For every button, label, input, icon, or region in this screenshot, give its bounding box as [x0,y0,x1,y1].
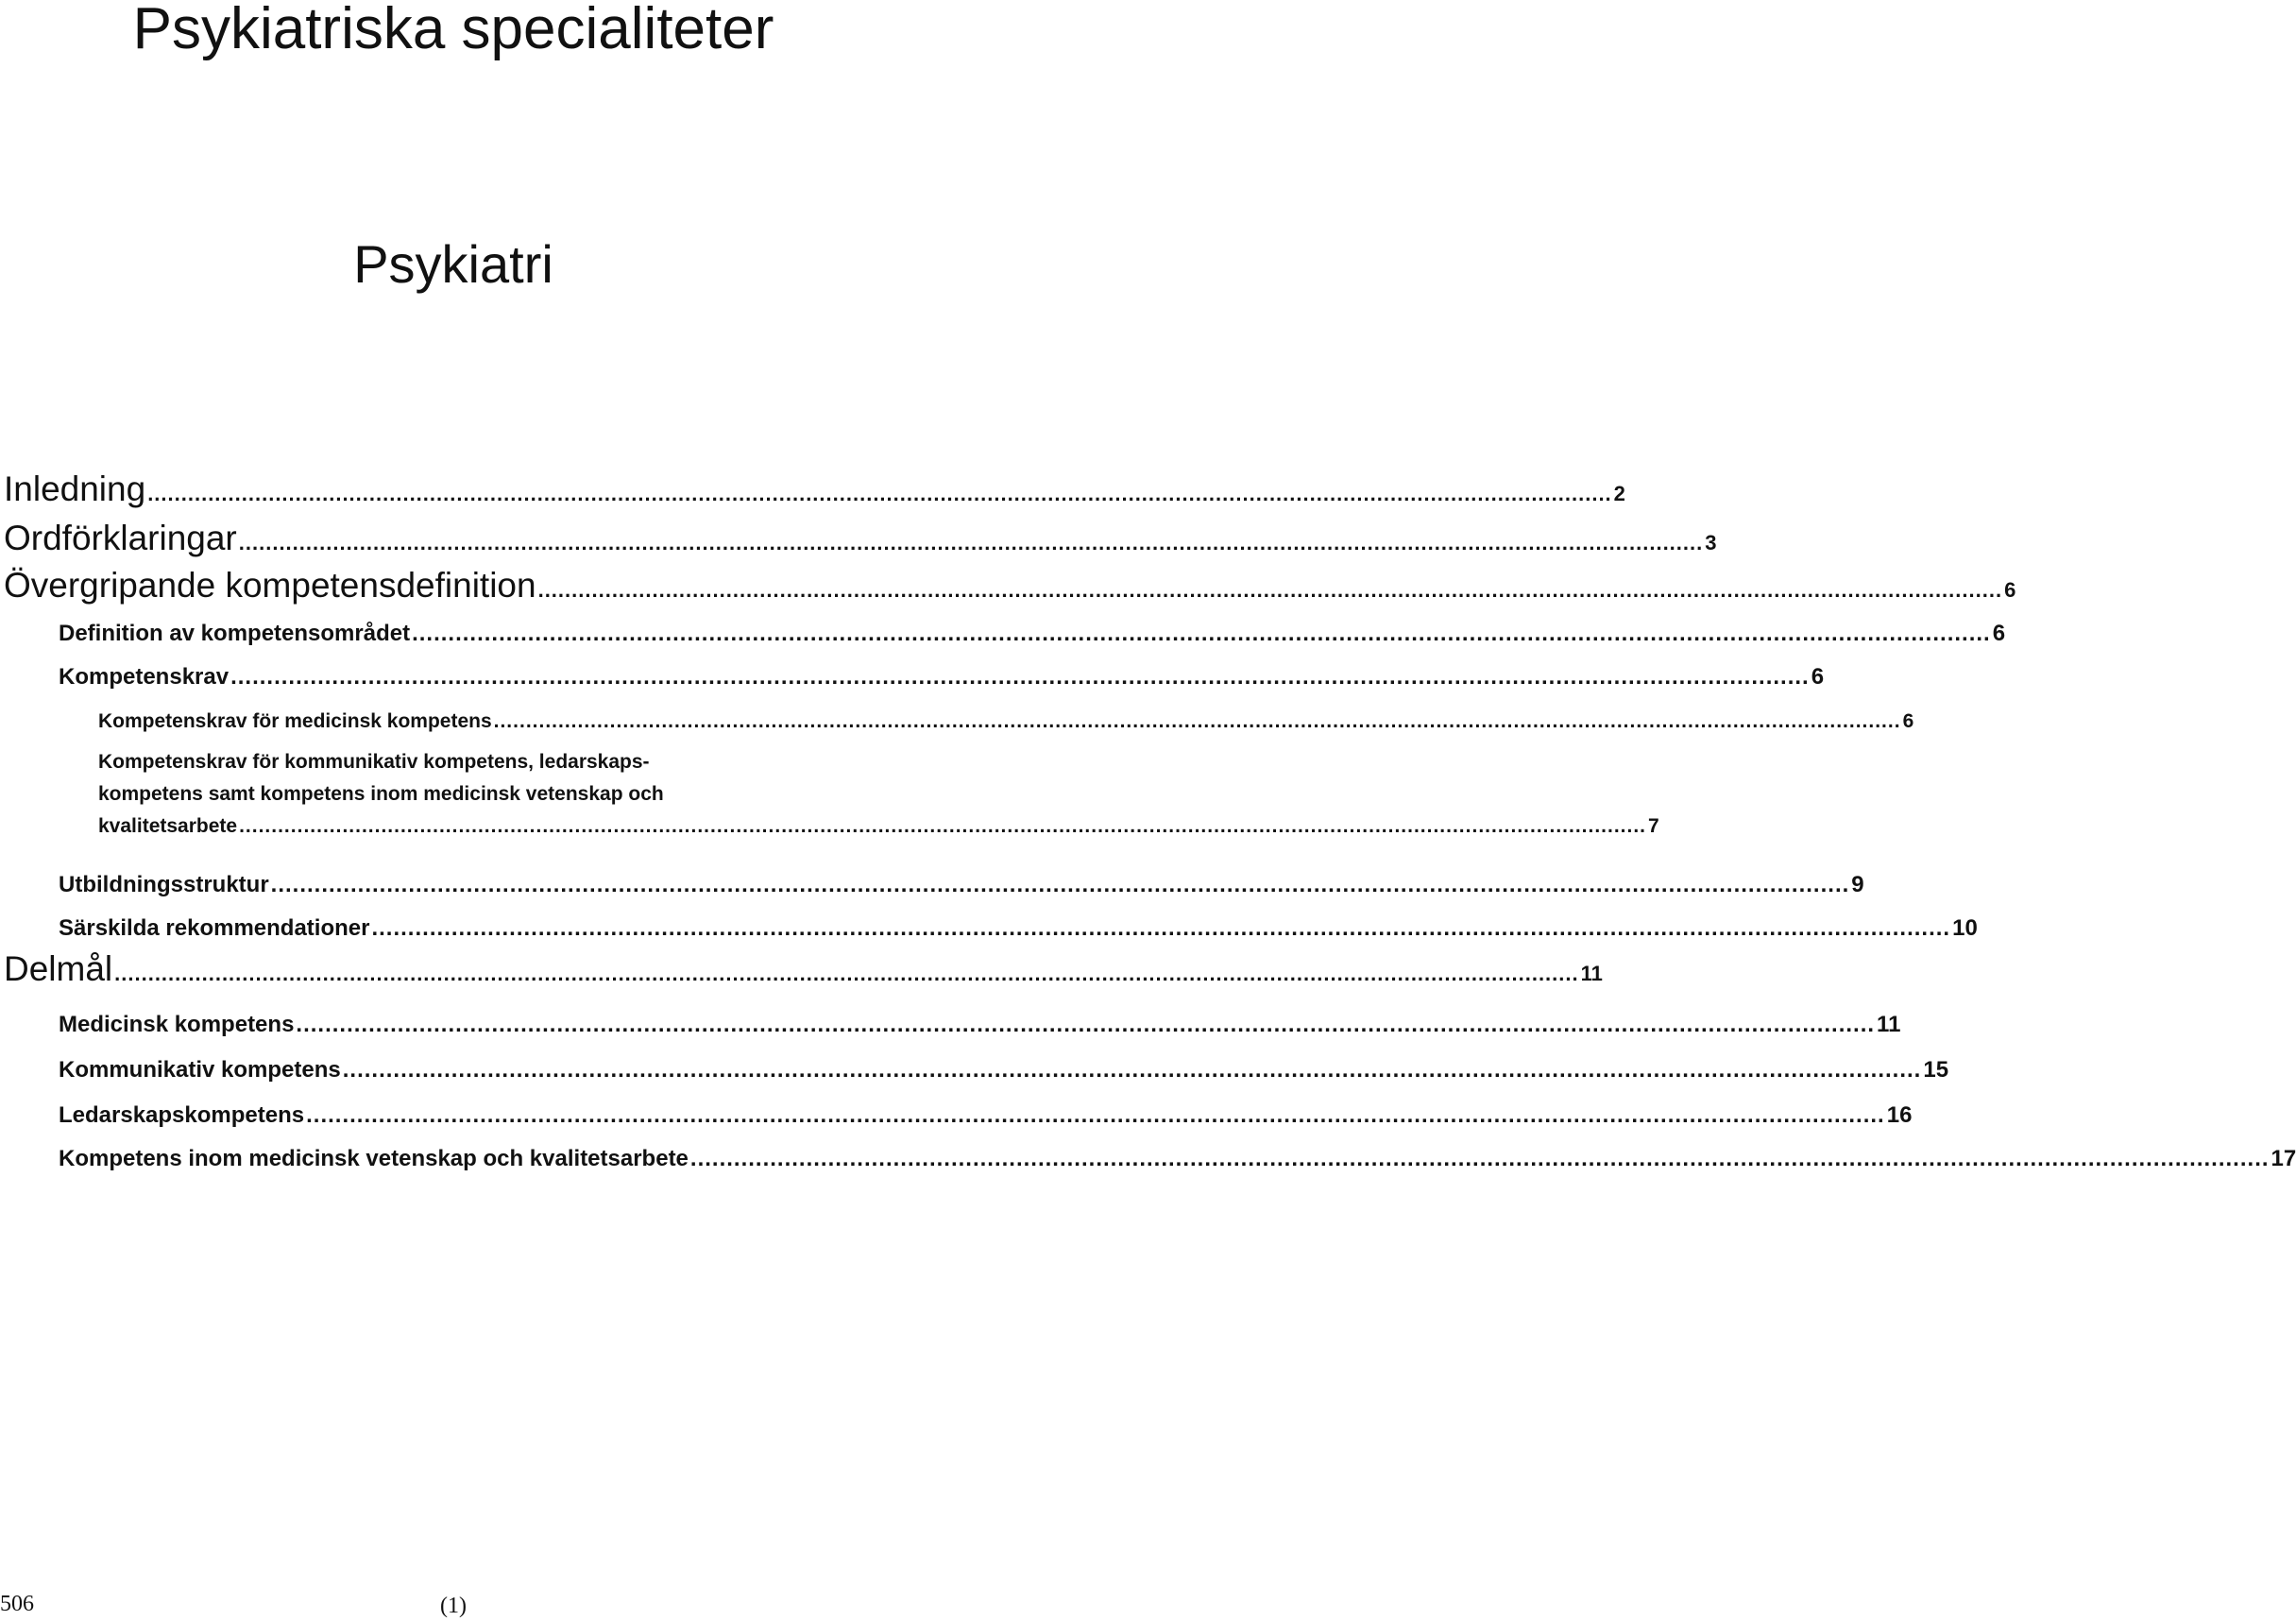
toc-page-number: 2 [1613,482,1625,505]
toc-page-number: 6 [1811,664,1825,690]
toc-entry-text-line: kompetens samt kompetens inom medicinsk vetenskap och [98,783,664,805]
toc-entry-medicinsk-kompetens[interactable] [59,1011,1901,1039]
footer-page-number: 506 [0,1592,34,1616]
toc-entry-definition[interactable] [59,620,2006,648]
toc-entry-text-line: kvalitetsarbete [98,815,238,837]
toc-entry-kommunikativ-kompetens[interactable] [59,1056,1949,1084]
toc-leader-dots: .......................................................................................................................................................................................................................... [371,915,1951,941]
toc-page-number: 11 [1877,1012,1901,1037]
toc-entry-text: Kommunikativ kompetens [59,1057,341,1083]
toc-entry-sarskilda[interactable] [59,914,1978,943]
toc-leader-dots: .......................................................................................................................................................................................................................... [342,1057,1922,1083]
toc-entry-text: Inledning [4,469,146,508]
document-header-title: Psykiatriska specialiteter [132,0,774,61]
toc-page-number: 17 [2270,1146,2296,1171]
toc-page-number: 7 [1648,815,1659,837]
toc-leader-dots: .......................................................................................................................................................................................................................... [412,621,1991,646]
toc-leader-dots: .......................................................................................................................................................................................................................... [230,664,1810,690]
toc-page-number: 10 [1952,915,1978,941]
toc-entry-kompetens-vetenskap[interactable] [59,1145,2296,1173]
toc-entry-text: Särskilda rekommendationer [59,915,370,941]
toc-entry-overgripande[interactable] [4,565,2016,611]
toc-entry-text: Delmål [4,949,113,988]
toc-entry-text: Utbildningsstruktur [59,872,269,897]
toc-entry-text-line: Kompetenskrav för kommunikativ kompetens, ledarskaps- [98,751,650,773]
toc-page-number: 15 [1923,1057,1949,1083]
toc-entry-utbildningsstruktur[interactable] [59,871,1864,899]
toc-entry-ordforklaringar[interactable] [4,518,1717,564]
toc-page-number: 9 [1851,872,1864,897]
toc-entry-text: Kompetenskrav [59,664,230,690]
toc-entry-text: Kompetenskrav för medicinsk kompetens [98,710,492,732]
toc-entry-kompetenskrav-kommunikativ[interactable] [98,746,1659,843]
toc-entry-text: Ledarskapskompetens [59,1102,305,1128]
toc-page-number: 16 [1886,1102,1913,1128]
toc-page-number: 6 [1992,621,2006,646]
toc-leader-dots: .......................................................................................................................................................................................................................... [537,578,2003,602]
toc-entry-text: Definition av kompetensområdet [59,621,411,646]
toc-entry-ledarskapskompetens[interactable] [59,1101,1913,1130]
toc-entry-text: Medicinsk kompetens [59,1012,295,1037]
footer-marker: (1) [440,1594,467,1618]
toc-entry-inledning[interactable] [4,469,1625,515]
toc-leader-dots: .......................................................................................................................................................................................................................... [270,872,1850,897]
toc-entry-text: Kompetens inom medicinsk vetenskap och kvalitetsarbete [59,1146,689,1171]
toc-page-number: 11 [1580,962,1603,985]
toc-leader-dots: .......................................................................................................................................................................................................................... [689,1146,2270,1171]
toc-leader-dots: .......................................................................................................................................................................................................................... [238,531,1704,555]
toc-entry-text: Ordförklaringar [4,519,237,557]
toc-leader-dots: .......................................................................................................................................................................................................................... [147,482,1612,505]
toc-entry-text: Övergripande kompetensdefinition [4,566,536,605]
toc-leader-dots: .......................................................................................................................................................................................................................... [306,1102,1885,1128]
toc-page-number: 6 [2004,578,2016,602]
toc-entry-kompetenskrav[interactable] [59,663,1825,691]
toc-entry-delmal[interactable] [4,948,1603,995]
section-title: Psykiatri [353,234,553,294]
toc-leader-dots: .......................................................................................................................................................................................................................... [239,815,1647,837]
toc-entry-kompetenskrav-medicinsk[interactable] [98,708,1914,735]
toc-leader-dots: .......................................................................................................................................................................................................................... [493,710,1901,732]
toc-leader-dots: .......................................................................................................................................................................................................................... [114,962,1579,985]
toc-page-number: 3 [1705,531,1717,555]
toc-leader-dots: .......................................................................................................................................................................................................................... [296,1012,1876,1037]
toc-page-number: 6 [1902,710,1914,732]
